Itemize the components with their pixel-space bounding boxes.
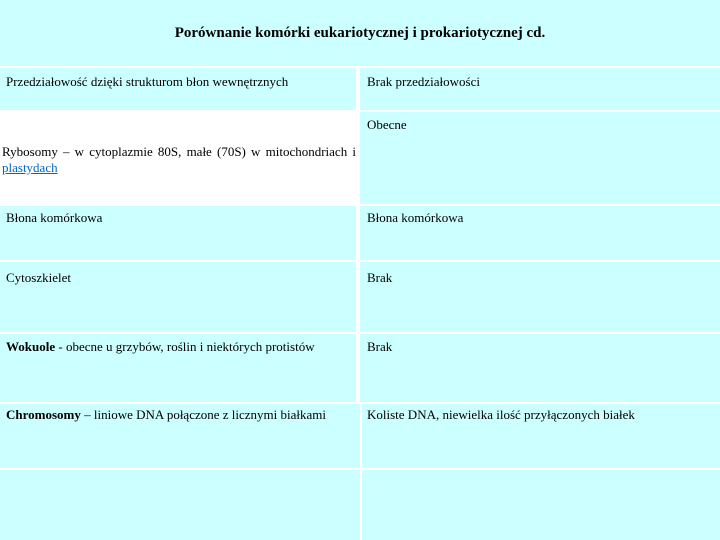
table-cell-left-5 [0,334,356,402]
page-title: Porównanie komórki eukariotycznej i prokariotycznej cd. [174,25,546,41]
plastydach-link[interactable]: plastydach [2,160,58,175]
table-cell-left-7 [0,470,360,540]
table-title-cell [0,0,720,66]
table-cell-right-2 [360,112,720,204]
table-cell-left-3 [0,206,356,260]
cell-text: Obecne [367,117,407,132]
cell-text: Brak przedziałowości [367,74,480,89]
term-wokuole: Wokuole [6,339,56,354]
cell-text: Brak [367,339,393,354]
table-cell-right-5 [360,334,720,402]
table-cell-left-6 [0,404,360,468]
cell-text: Wokuole - obecne u grzybów, roślin i niektórych protistów [6,339,315,354]
table-cell-right-3 [360,206,720,260]
cell-text: Brak [367,270,393,285]
cell-text: Koliste DNA, niewielka ilość przyłączonych białek [367,407,635,422]
table-cell-right-6 [362,404,720,468]
term-chromosomy: Chromosomy [6,407,81,422]
ribosome-text: Rybosomy – w cytoplazmie 80S, małe (70S) w mitochondriach i plastydach [2,144,356,175]
table-cell-left-1 [0,68,356,110]
cell-text: Przedziałowość dzięki strukturom błon wewnętrznych [6,74,289,89]
cell-text: Cytoszkielet [6,270,71,285]
table-cell-right-1 [360,68,720,110]
cell-text: Chromosomy – liniowe DNA połączone z licznymi białkami [6,407,327,422]
cell-text: Błona komórkowa [6,210,103,225]
table-cell-left-2 [0,112,356,204]
cell-text: Błona komórkowa [367,210,464,225]
table-cell-right-7 [362,470,720,540]
table-cell-left-4 [0,262,356,332]
table-cell-right-4 [360,262,720,332]
